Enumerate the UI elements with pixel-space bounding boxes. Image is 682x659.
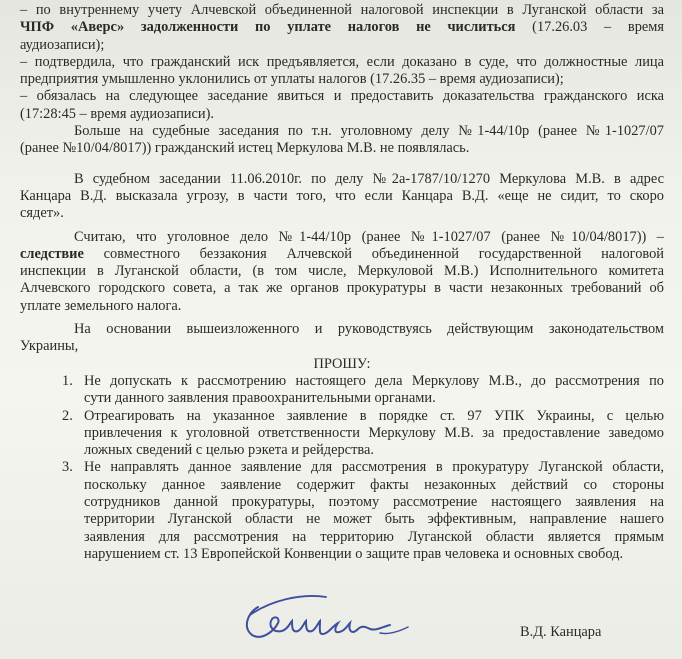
- text-line: – по внутреннему учету Алчевской объединенной налоговой инспекции в Луганской области за: [20, 2, 664, 18]
- request-heading: ПРОШУ:: [313, 355, 371, 372]
- request-list: [20, 373, 664, 563]
- text-line: уплате земельного налога.: [20, 297, 182, 314]
- text-line: Украины,: [20, 338, 79, 355]
- text-line: Канцара В.Д. высказала угрозу, в части того, что если Канцара В.Д. «еще не сидит, то скоро: [20, 187, 664, 204]
- request-item: [20, 373, 664, 390]
- bold-word: следствие: [20, 245, 84, 262]
- text-line: предприятия умышленно уклонились от уплаты налогов (17.26.35 – время аудиозаписи);: [20, 71, 564, 88]
- text-line: – подтвердила, что гражданский иск предъявляется, если доказано в суде, что должностные лица: [20, 53, 664, 70]
- request-text: сути данного заявления правоохранительными органами.: [84, 390, 436, 407]
- bold-phrase: ЧПФ «Аверс» задолженности по уплате налогов не числиться: [20, 19, 516, 36]
- signer-name: В.Д. Канцара: [520, 624, 602, 640]
- text-line: [20, 19, 664, 36]
- request-number: 1.: [62, 372, 73, 389]
- request-number: 3.: [62, 459, 73, 476]
- document-body: [20, 2, 664, 563]
- text-line: Алчевского городского совета, а так же органов прокуратуры в части незаконных требований об: [20, 280, 664, 297]
- text-fragment: (17.26.03 – время: [515, 19, 664, 36]
- request-text: территории Луганской области не может быть эффективным, направление нашего: [84, 511, 664, 528]
- text-line: инспекции в Луганской области, (в том числе, Меркуловой М.В.) Исполнительного комитета: [20, 263, 664, 280]
- paragraph-gap: [20, 158, 664, 171]
- request-text: заявления для рассмотрения на территорию Луганской области является прямым: [84, 528, 664, 545]
- request-item: [20, 408, 664, 425]
- text-fragment: совместного беззакония Алчевской объединенной государственной налоговой: [83, 245, 664, 262]
- text-line: аудиозаписи);: [20, 36, 105, 53]
- text-line: сядет».: [20, 205, 64, 222]
- text-line: – обязалась на следующее заседание явиться и предоставить доказательства гражданского иска: [20, 88, 664, 105]
- text-line: Больше на судебные заседания по т.н. уголовному делу №1-44/10р (ранее №1-1027/07: [74, 123, 664, 140]
- request-text: сотрудников данной прокуратуры, поэтому рассмотрение настоящего заявления на: [84, 494, 664, 511]
- request-text: ложных сведений с целью рэкета и рейдерства.: [84, 442, 374, 459]
- text-line: В судебном заседании 11.06.2010г. по делу №2а-1787/10/1270 Меркулова М.В. в адрес: [74, 170, 664, 187]
- signature-image: [230, 585, 430, 645]
- text-line: На основании вышеизложенного и руководствуясь действующим законодательством: [74, 321, 664, 338]
- request-item: [20, 459, 664, 476]
- text-line: (17:28:45 – время аудиозаписи).: [20, 105, 214, 122]
- request-text: Отреагировать на указанное заявление в порядке ст. 97 УПК Украины, с целью: [84, 407, 664, 424]
- request-text: привлечения к уголовной ответственности Меркулову М.В. за предоставление заведомо: [84, 424, 664, 441]
- request-text: Не допускать к рассмотрению настоящего дела Меркулову М.В., до рассмотрения по: [84, 372, 664, 389]
- text-line: Считаю, что уголовное дело №1-44/10р (ранее №1-1027/07 (ранее №10/04/8017)) –: [74, 228, 664, 245]
- request-text: поскольку данное заявление содержит факты незаконных действий со стороны: [84, 476, 664, 493]
- text-line: (ранее №10/04/8017)) гражданский истец Меркулова М.В. не появлялась.: [20, 140, 470, 157]
- request-text: нарушением ст. 13 Европейской Конвенции о защите прав человека и основных свобод.: [84, 545, 624, 562]
- request-text: Не направлять данное заявление для рассмотрения в прокуратуру Луганской области,: [84, 459, 664, 476]
- request-number: 2.: [62, 407, 73, 424]
- text-line: [20, 246, 664, 263]
